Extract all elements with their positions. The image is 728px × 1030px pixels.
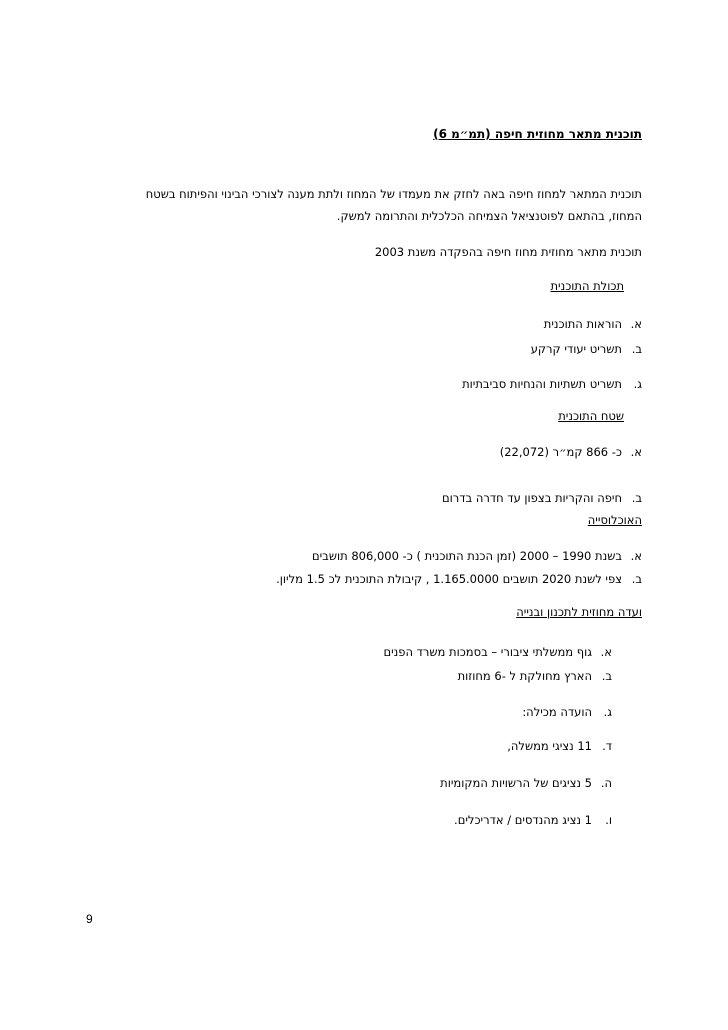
- population-heading: האוכלוסייה: [587, 513, 642, 527]
- list-marker: ג.: [633, 377, 642, 391]
- intro-line-1: תוכנית המתאר למחוז חיפה באה לחזק את מעמדו של המחוז ולתת מענה לצורכי הבינוי והפיתוח בשטח: [145, 187, 642, 201]
- area-heading: שטח התוכנית: [558, 409, 624, 423]
- area-item-2: [442, 490, 642, 506]
- list-marker: ג.: [603, 705, 612, 719]
- list-item-text: תשריט תשתיות והנחיות סביבתיות: [462, 377, 622, 391]
- contents-item-2: [531, 341, 642, 357]
- list-marker: ב.: [601, 669, 612, 683]
- committee-item-4: [507, 738, 612, 754]
- list-item-text: הוראות התוכנית: [543, 317, 622, 331]
- list-item-text: הארץ מחולקת ל -6 מחוזות: [457, 669, 592, 683]
- list-marker: ב.: [631, 342, 642, 356]
- committee-item-2: [458, 668, 612, 684]
- list-item-text: 5 נציגים של הרשויות המקומיות: [440, 776, 592, 790]
- deposit-note: תוכנית מתאר מחוזית מחוז חיפה בהפקדה משנת 2003: [374, 245, 642, 259]
- list-marker: א.: [600, 645, 612, 659]
- intro-line-2: המחוז, בהתאם לפוטנציאל הצמיחה הכלכלית והתרומה למשק.: [336, 209, 642, 223]
- area-item-1: [500, 444, 642, 460]
- list-item-text: תשריט יעודי קרקע: [530, 342, 622, 356]
- list-marker: א.: [630, 445, 642, 459]
- document-title: תוכנית מתאר מחוזית חיפה (תמ״מ 6): [433, 127, 642, 141]
- list-marker: א.: [630, 549, 642, 563]
- committee-item-1: [383, 644, 612, 660]
- committee-item-5: [440, 775, 612, 791]
- list-item-text: 11 נציגי ממשלה,: [507, 739, 592, 753]
- population-item-1: [312, 548, 642, 564]
- list-item-text: 1 נציג מהנדסים / אדריכלים.: [454, 813, 592, 827]
- list-item-text: צפי לשנת 2020 תושבים 1.165.0000 , קיבולת התוכנית לכ 1.5 מליון.: [276, 572, 622, 586]
- committee-item-6: [454, 812, 612, 828]
- list-item-text: חיפה והקריות בצפון עד חדרה בדרום: [442, 491, 622, 505]
- list-marker: א.: [630, 317, 642, 331]
- list-marker: ב.: [631, 572, 642, 586]
- list-item-text: גוף ממשלתי ציבורי – בסמכות משרד הפנים: [383, 645, 592, 659]
- list-item-text: כ- 866 קמ״ר (22,072): [499, 445, 622, 459]
- committee-heading: ועדה מחוזית לתכנון ובנייה: [516, 605, 642, 619]
- list-marker: ב.: [631, 491, 642, 505]
- list-item-text: הועדה מכילה:: [522, 705, 592, 719]
- contents-item-1: [544, 316, 642, 332]
- list-item-text: בשנת 1990 – 2000 (זמן הכנת התוכנית ) כ- 806,000 תושבים: [311, 549, 622, 563]
- committee-item-3: [522, 704, 612, 720]
- contents-item-3: [462, 376, 642, 392]
- list-marker: ד.: [602, 739, 612, 753]
- population-item-2: [276, 571, 642, 587]
- page-number: 9: [86, 912, 93, 926]
- list-marker: ה.: [600, 776, 612, 790]
- list-marker: ו.: [605, 813, 612, 827]
- contents-heading: תכולת התוכנית: [550, 279, 624, 293]
